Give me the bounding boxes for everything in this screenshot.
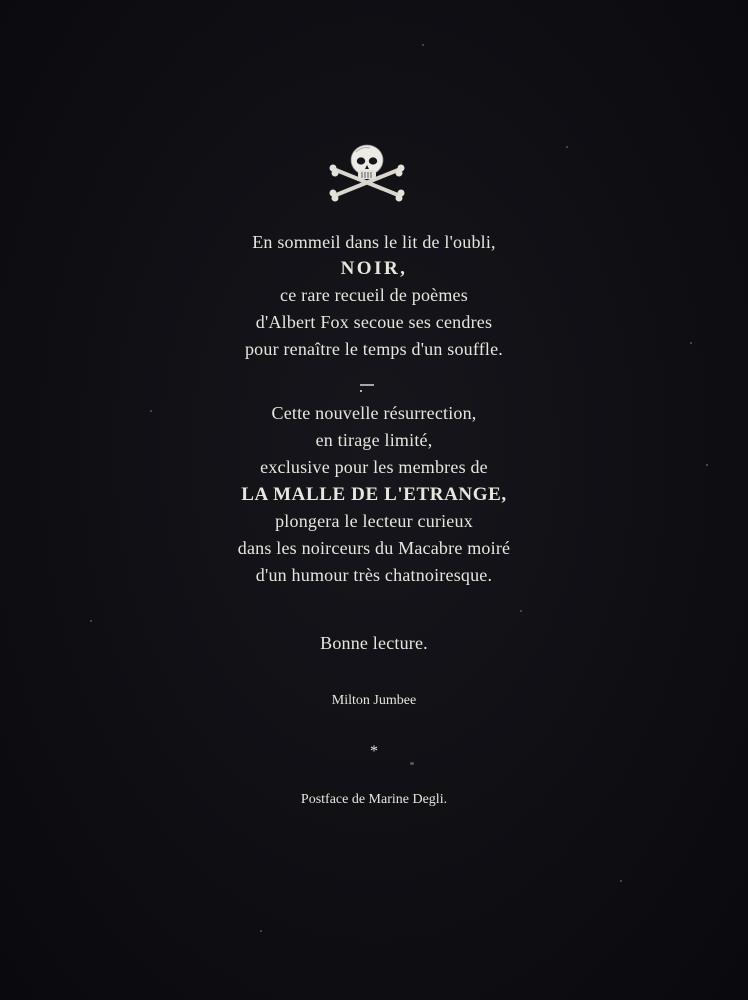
- speck: [410, 762, 414, 765]
- closing: [0, 630, 748, 657]
- body-stanza: [0, 400, 748, 589]
- speck: [422, 44, 424, 46]
- speck: [620, 880, 622, 882]
- speck: [90, 620, 92, 622]
- speck: [260, 930, 262, 932]
- skull-and-crossbones-icon: [326, 140, 408, 202]
- ornament: [0, 742, 748, 762]
- body-line: en tirage limité,: [315, 430, 433, 450]
- intro-stanza: [0, 229, 748, 363]
- book-title: NOIR,: [340, 258, 408, 279]
- club-name: LA MALLE DE L'ETRANGE,: [241, 484, 507, 505]
- closing-text: Bonne lecture.: [320, 633, 428, 653]
- speck: [520, 610, 522, 612]
- body-line: Cette nouvelle résurrection,: [271, 403, 477, 423]
- dash-divider-icon: [356, 383, 376, 395]
- speck: [566, 146, 568, 148]
- postface-text: Postface de Marine Degli.: [300, 792, 448, 807]
- body-line: plongera le lecteur curieux: [275, 511, 473, 531]
- intro-line: pour renaître le temps d'un souffle.: [244, 339, 504, 359]
- body-line: dans les noirceurs du Macabre moiré: [237, 538, 511, 558]
- signature: [0, 691, 748, 711]
- intro-line: d'Albert Fox secoue ses cendres: [255, 312, 493, 332]
- star-icon: *: [370, 743, 378, 760]
- body-line: d'un humour très chatnoiresque.: [255, 565, 493, 585]
- signature-text: Milton Jumbee: [331, 693, 417, 708]
- intro-line: ce rare recueil de poèmes: [280, 285, 468, 305]
- intro-line: En sommeil dans le lit de l'oubli,: [252, 232, 496, 252]
- postface: [0, 790, 748, 810]
- body-line: exclusive pour les membres de: [260, 457, 488, 477]
